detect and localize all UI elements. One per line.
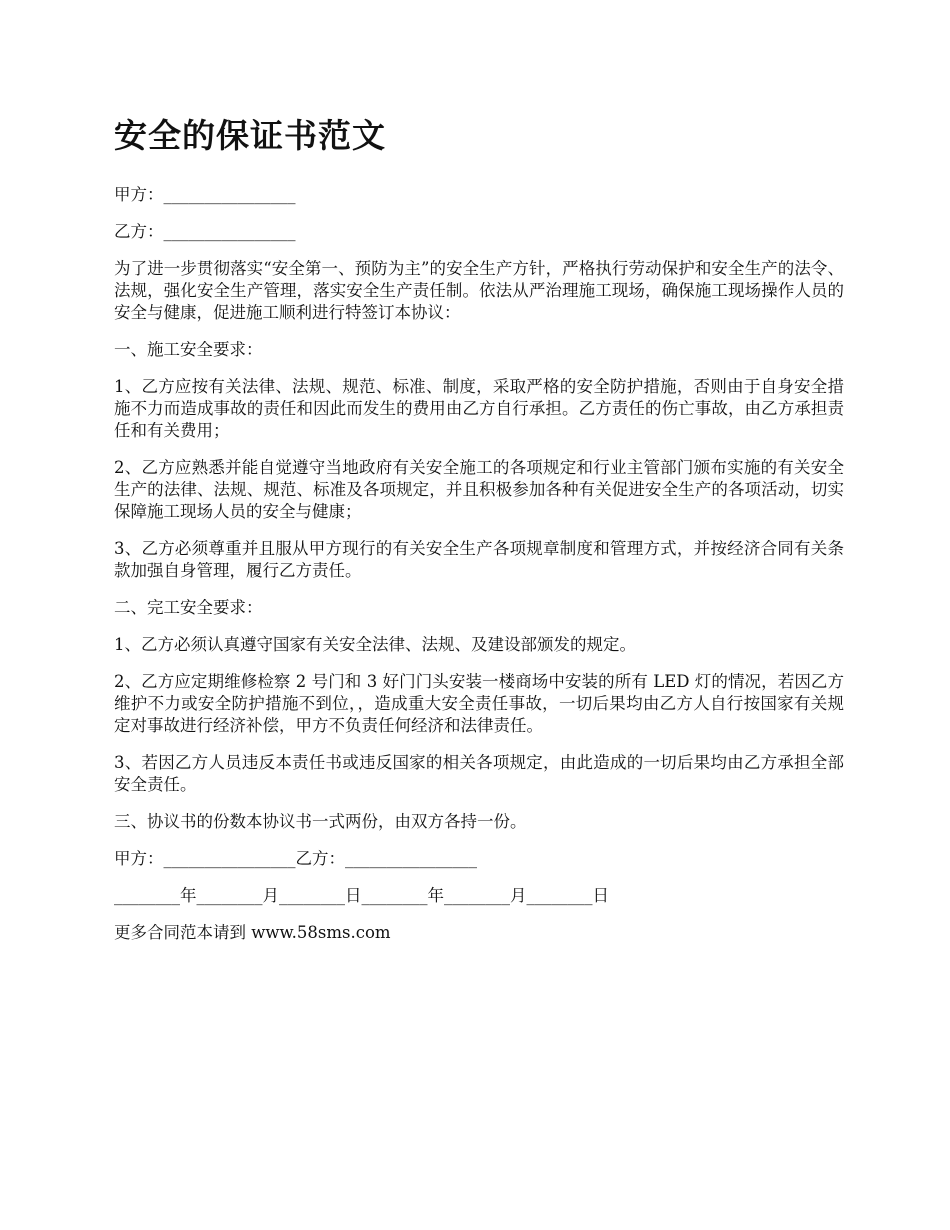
section-3-paragraph: 三、协议书的份数本协议书一式两份，由双方各持一份。 [114, 812, 527, 831]
party-b-line: 乙方：________________ [114, 222, 296, 241]
section-2-heading: 二、完工安全要求： [114, 598, 263, 617]
intro-paragraph: 为了进一步贯彻落实“安全第一、预防为主”的安全生产方针，严格执行劳动保护和安全生产的法令、法规，强化安全生产管理，落实安全生产责任制。依法从严治理施工现场，确保施工现场操作人员的安全与健康，促进施工顺利进行特签订本协议： [114, 259, 844, 322]
section-1-item-1: 1、乙方应按有关法律、法规、规范、标准、制度，采取严格的安全防护措施，否则由于自身安全措施不力而造成事故的责任和因此而发生的费用由乙方自行承担。乙方责任的伤亡事故，由乙方承担责任和有关费用； [114, 377, 844, 440]
section-1-heading: 一、施工安全要求： [114, 340, 263, 359]
document-page [114, 112, 844, 959]
section-1-item-2: 2、乙方应熟悉并能自觉遵守当地政府有关安全施工的各项规定和行业主管部门颁布实施的有关安全生产的法律、法规、规范、标准及各项规定，并且积极参加各种有关促进安全生产的各项活动，切实保障施工现场人员的安全与健康； [114, 458, 844, 521]
section-2-item-1: 1、乙方必须认真遵守国家有关安全法律、法规、及建设部颁发的规定。 [114, 635, 636, 654]
document-title: 安全的保证书范文 [114, 116, 386, 155]
footer-link-text: 更多合同范本请到 www.58sms.com [114, 923, 391, 942]
signature-line: 甲方：________________乙方：________________ [114, 849, 477, 868]
section-2-item-2: 2、乙方应定期维修检察 2 号门和 3 好门门头安装一楼商场中安装的所有 LED 灯的情况，若因乙方维护不力或安全防护措施不到位，，造成重大安全责任事故，一切后果均由乙方人自行按国家有关规定对事故进行经济补偿，甲方不负责任何经济和法律责任。 [114, 672, 844, 735]
date-line: ________年________月________日________年________月________日 [114, 886, 609, 905]
section-2-item-3: 3、若因乙方人员违反本责任书或违反国家的相关各项规定，由此造成的一切后果均由乙方承担全部安全责任。 [114, 753, 844, 794]
party-a-line: 甲方：________________ [114, 185, 296, 204]
section-1-item-3: 3、乙方必须尊重并且服从甲方现行的有关安全生产各项规章制度和管理方式，并按经济合同有关条款加强自身管理，履行乙方责任。 [114, 539, 844, 580]
